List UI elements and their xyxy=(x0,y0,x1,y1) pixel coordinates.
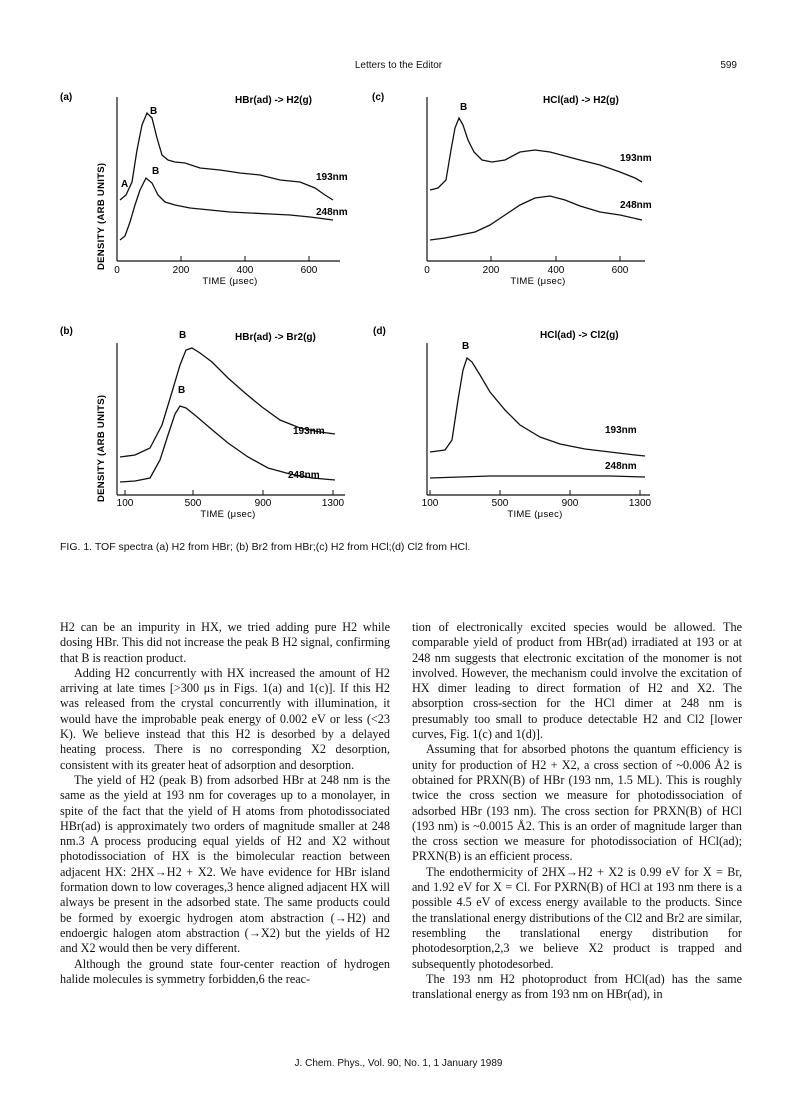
panel-a-annot-193nm: 193nm xyxy=(316,172,348,183)
panel-c-curve-248nm xyxy=(430,196,642,240)
panel-b-label: (b) xyxy=(60,326,73,337)
panel-b-tick-0: 100 xyxy=(116,498,134,509)
panel-c-tick-1: 200 xyxy=(482,265,500,276)
panel-c xyxy=(372,92,652,287)
running-header: Letters to the Editor xyxy=(354,60,443,71)
panel-a-xlabel: TIME (μsec) xyxy=(202,276,258,287)
panel-a-annot-B1: B xyxy=(150,106,158,117)
panel-c-tick-0: 0 xyxy=(424,265,430,276)
panel-b-xlabel: TIME (μsec) xyxy=(200,509,256,520)
panel-a xyxy=(60,92,348,287)
panel-b-title: HBr(ad) -> Br2(g) xyxy=(235,332,316,343)
figure-1 xyxy=(0,0,797,540)
left-column xyxy=(60,620,390,987)
panel-a-curve-193nm xyxy=(120,113,333,200)
panel-d-tick-2: 900 xyxy=(561,498,579,509)
paragraph: Although the ground state four-center reaction of hydrogen halide molecules is symmetry forbidden,6 the reac- xyxy=(60,956,390,986)
panel-c-annot-193nm: 193nm xyxy=(620,153,652,164)
panel-a-tick-2: 400 xyxy=(236,265,254,276)
figure-caption: FIG. 1. TOF spectra (a) H2 from HBr; (b) Br2 from HBr;(c) H2 from HCl;(d) Cl2 from HCl. xyxy=(60,541,471,553)
panel-c-tick-3: 600 xyxy=(611,265,629,276)
panel-b-tick-1: 500 xyxy=(184,498,202,509)
panel-a-ylabel: DENSITY (ARB UNITS) xyxy=(96,162,107,270)
paragraph: H2 can be an impurity in HX, we tried adding pure H2 while dosing HBr. This did not increase the peak B H2 signal, confirming that B is reaction product. xyxy=(60,620,390,665)
paragraph: tion of electronically excited species would be allowed. The comparable yield of product from HBr(ad) irradiated at 193 or at 248 nm suggests that electronic excitation of the monomer is not involved. However, the mechanism could involve the excitation of HX dimer leading to direct formation of H2 and X2. The absorption cross-section for the HCl dimer at 248 nm is presumably too small to produce detectable H2 and Cl2 [lower curves, Fig. 1(c) and 1(d)]. xyxy=(412,620,742,742)
panel-c-tick-2: 400 xyxy=(547,265,565,276)
panel-b-annot-B2: B xyxy=(178,385,186,396)
paragraph: Assuming that for absorbed photons the quantum efficiency is unity for production of H2 + X2, a cross section of ~0.006 Å2 is obtained for PRXN(B) of HBr (193 nm, 1.5 ML). This is roughly twice the cross section we measure for photodissociation of adsorbed HBr (193 nm). The cross section for PRXN(B) of HCl (193 nm) is ~0.0015 Å2. This is an order of magnitude larger than the cross section we measure for photodissociation of HCl(ad); PRXN(B) is an efficient process. xyxy=(412,742,742,864)
panel-b-annot-B1: B xyxy=(179,330,187,341)
panel-a-curve-248nm xyxy=(120,178,333,240)
panel-d-title: HCl(ad) -> Cl2(g) xyxy=(540,330,619,341)
panel-d-annot-248nm: 248nm xyxy=(605,461,637,472)
panel-d-tick-3: 1300 xyxy=(628,498,652,509)
page-number: 599 xyxy=(720,60,737,71)
panel-a-tick-0: 0 xyxy=(114,265,120,276)
panel-d-annot-B: B xyxy=(462,341,470,352)
panel-a-tick-3: 600 xyxy=(300,265,318,276)
panel-c-curve-193nm xyxy=(430,118,642,190)
paragraph: The endothermicity of 2HX→H2 + X2 is 0.99 eV for X = Br, and 1.92 eV for X = Cl. For PXRN(B) of HCl at 193 nm there is a possible 4.5 eV of excess energy available to the products. Since the translational energy distributions of the Cl2 and Br2 are similar, resembling the translational energy distribution for photodesorption,2,3 we believe X2 product is trapped and subsequently photodesorbed. xyxy=(412,864,742,971)
panel-a-annot-A: A xyxy=(121,179,129,190)
panel-b-tick-3: 1300 xyxy=(321,498,345,509)
panel-c-title: HCl(ad) -> H2(g) xyxy=(543,95,619,106)
panel-b-curve-193nm xyxy=(120,348,335,457)
panel-d xyxy=(373,326,652,520)
panel-a-annot-B2: B xyxy=(152,166,160,177)
paragraph: The yield of H2 (peak B) from adsorbed HBr at 248 nm is the same as the yield at 193 nm for coverages up to a monolayer, in spite of the fact that the yield of H atoms from photodissociated HBr(ad) is approximately two orders of magnitude smaller at 248 nm.3 A process producing equal yields of H2 and X2 without photodissociation of HX is the bimolecular reaction between adjacent HX: 2HX→H2 + X2. We have evidence for HBr island formation down to low coverages,3 hence aligned adjacent HX will always be present in the adsorbed state. The same products could be formed by exoergic hydrogen atom abstraction (→H2) and endoergic halogen atom abstraction (→X2) but the yields of H2 and X2 would then be very different. xyxy=(60,772,390,956)
panel-a-annot-248nm: 248nm xyxy=(316,207,348,218)
panel-b-annot-248nm: 248nm xyxy=(288,470,320,481)
panel-c-annot-B: B xyxy=(460,102,468,113)
panel-b xyxy=(60,326,345,520)
panel-d-curve-193nm xyxy=(430,358,645,456)
panel-b-annot-193nm: 193nm xyxy=(293,426,325,437)
panel-b-tick-2: 900 xyxy=(254,498,272,509)
panel-d-label: (d) xyxy=(373,326,386,337)
journal-footer: J. Chem. Phys., Vol. 90, No. 1, 1 January 1989 xyxy=(294,1058,503,1069)
panel-c-label: (c) xyxy=(372,92,385,103)
panel-a-label: (a) xyxy=(60,92,73,103)
panel-a-title: HBr(ad) -> H2(g) xyxy=(235,95,312,106)
right-column xyxy=(412,620,742,1002)
panel-c-annot-248nm: 248nm xyxy=(620,200,652,211)
paragraph: The 193 nm H2 photoproduct from HCl(ad) has the same translational energy as from 193 nm on HBr(ad), in xyxy=(412,971,742,1002)
panel-d-xlabel: TIME (μsec) xyxy=(507,509,563,520)
panel-d-annot-193nm: 193nm xyxy=(605,425,637,436)
panel-c-xlabel: TIME (μsec) xyxy=(510,276,566,287)
panel-d-tick-1: 500 xyxy=(491,498,509,509)
panel-d-curve-248nm xyxy=(430,476,645,478)
paragraph: Adding H2 concurrently with HX increased the amount of H2 arriving at late times [>300 μs in Figs. 1(a) and 1(c)]. If this H2 was released from the crystal concurrently with illumination, it would have the improbable peak energy of 0.002 eV or less (<23 K). We believe instead that this H2 is desorbed by a delayed heating process. There is no corresponding X2 desorption, consistent with its greater heat of adsorption and desorption. xyxy=(60,665,390,772)
panel-d-tick-0: 100 xyxy=(421,498,439,509)
panel-b-ylabel: DENSITY (ARB UNITS) xyxy=(96,394,107,502)
panel-a-tick-1: 200 xyxy=(172,265,190,276)
